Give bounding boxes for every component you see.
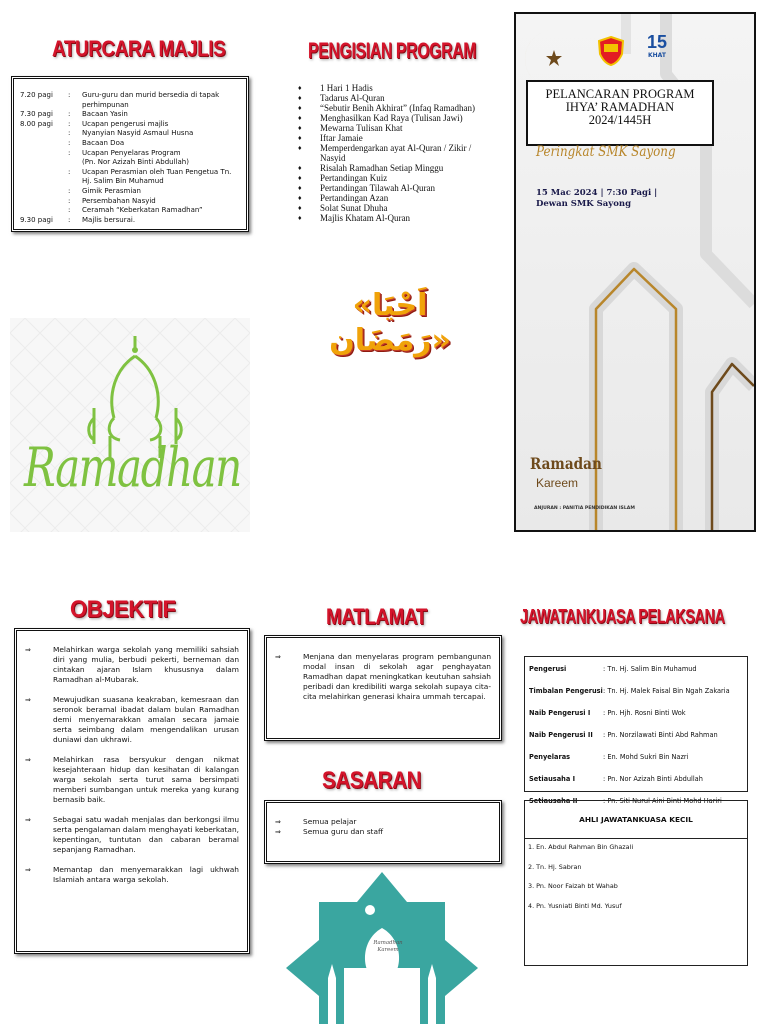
- arrow-bullet-icon: ⇒: [275, 818, 281, 826]
- schedule-text: Bacaan Yasin: [82, 110, 128, 119]
- matlamat-arrow-icon: ⇒: [275, 653, 281, 661]
- schedule-colon: :: [68, 119, 71, 128]
- jawatankuasa-title: JAWATANKUASA PELAKSANA: [520, 606, 725, 628]
- committee-name: : En. Mohd Sukri Bin Nazri: [603, 753, 689, 761]
- schedule-colon: [68, 158, 82, 168]
- objektif-item: [25, 865, 239, 885]
- schedule-row: [20, 216, 240, 226]
- committee-row: [529, 746, 743, 768]
- committee-row: [529, 702, 743, 724]
- schedule-text: Persembahan Nasyid: [82, 196, 156, 205]
- schedule-row: [20, 197, 240, 207]
- schedule-colon: :: [68, 206, 71, 215]
- ajk-kecil-item: 3. Pn. Noor Faizah bt Wahab: [528, 882, 618, 890]
- program-item-text: Risalah Ramadhan Setiap Minggu: [320, 163, 444, 173]
- schedule-colon: :: [68, 138, 71, 147]
- schedule-text: Nyanyian Nasyid Asmaul Husna: [82, 129, 194, 138]
- arrow-bullet-icon: ⇒: [25, 866, 31, 874]
- cover-title-line2: IHYA’ RAMADHAN: [565, 100, 675, 114]
- aturcara-box: [11, 76, 249, 232]
- ramadhan-kareem-star-art: [282, 868, 482, 1024]
- cover-title-line1: PELANCARAN PROGRAM: [545, 87, 695, 101]
- cover-panel: [514, 12, 756, 532]
- objektif-item: [25, 755, 239, 805]
- objektif-item-text: Sebagai satu wadah menjalas dan berkongsi ilmu serta pengalaman dalam menghayati keberkatan, kepentingan, tuntutan dan cabaran beramal sepanjang Ramadhan.: [53, 815, 239, 854]
- diamond-bullet-icon: ♦: [298, 134, 302, 142]
- schedule-time: [20, 168, 68, 187]
- schedule-colon: :: [68, 110, 71, 119]
- committee-role: Pengerusi: [529, 665, 567, 673]
- committee-role: Timbalan Pengerusi: [529, 687, 603, 695]
- diamond-bullet-icon: ♦: [298, 84, 302, 92]
- committee-role: Penyelaras: [529, 753, 571, 761]
- sasaran-box: [264, 800, 502, 864]
- cover-subtitle: Peringkat SMK Sayong: [536, 144, 676, 160]
- schedule-time: 7.20 pagi: [20, 91, 53, 99]
- ajk-kecil-box: [524, 800, 748, 966]
- aturcara-list: [20, 91, 240, 225]
- anniversary-logo: 15 KHAT: [646, 32, 668, 59]
- objektif-item: [25, 645, 239, 685]
- objektif-list: [25, 645, 239, 885]
- schedule-row: [20, 91, 240, 110]
- committee-name: : Pn. Nor Azizah Binti Abdullah: [603, 775, 703, 783]
- schedule-colon: :: [68, 129, 71, 138]
- schedule-row: [20, 168, 240, 187]
- schedule-row: [20, 129, 240, 139]
- program-item-text: Menghasilkan Kad Raya (Tulisan Jawi): [320, 113, 463, 123]
- matlamat-text: Menjana dan menyelaras program pembangunan modal insan di sekolah agar penghayatan Ramadhan dapat meningkatkan keutuhan sahsiah peribadi dan kredibiliti warga sekolah supaya cita-cita melahirkan generasi khaira ummah tercapai.: [303, 652, 491, 701]
- schedule-time: [20, 149, 68, 159]
- schedule-time: [20, 197, 68, 207]
- schedule-text: Bacaan Doa: [82, 138, 125, 147]
- program-item: [298, 173, 488, 183]
- schedule-row: [20, 187, 240, 197]
- arrow-bullet-icon: ⇒: [25, 646, 31, 654]
- schedule-row: [20, 149, 240, 159]
- program-item-text: Pertandingan Tilawah Al-Quran: [320, 183, 435, 193]
- ajk-kecil-title: AHLI JAWATANKUASA KECIL: [525, 801, 747, 839]
- cover-date: 15 Mac 2024 | 7:30 Pagi | Dewan SMK Sayong: [536, 188, 658, 209]
- objektif-item: [25, 695, 239, 745]
- ajk-kecil-item: 4. Pn. Yusniati Binti Md. Yusuf: [528, 901, 622, 910]
- schedule-time: [20, 187, 68, 197]
- diamond-bullet-icon: ♦: [298, 164, 302, 172]
- diamond-bullet-icon: ♦: [298, 114, 302, 122]
- schedule-colon: :: [68, 215, 71, 224]
- schedule-text: Guru-guru dan murid bersedia di tapak perhimpunan: [82, 91, 220, 109]
- program-item-text: Solat Sunat Dhuha: [320, 203, 388, 213]
- ramadhan-script: Ramadhan: [24, 436, 241, 499]
- program-item-text: Memperdengarkan ayat Al-Quran / Zikir / Nasyid: [320, 143, 472, 163]
- program-item: [298, 93, 488, 103]
- program-item: [298, 203, 488, 213]
- schedule-time: [20, 158, 68, 168]
- program-item-text: Majlis Khatam Al-Quran: [320, 213, 410, 223]
- matlamat-box: [264, 635, 502, 741]
- sasaran-list: [275, 817, 491, 837]
- schedule-row: [20, 206, 240, 216]
- diamond-bullet-icon: ♦: [298, 124, 302, 132]
- school-logo: [598, 36, 624, 66]
- objektif-item-text: Mewujudkan suasana keakraban, kemesraan dan seronok beramal ibadat dalam bulan Ramadhan demi menyemarakkan amalan secara jamaie serta seimbang dalam mengendalikan urusan duniawi dan ukhrawi.: [53, 695, 239, 744]
- program-item-text: Iftar Jamaie: [320, 133, 363, 143]
- ajk-kecil-item: 1. En. Abdul Rahman Bin Ghazali: [528, 843, 634, 851]
- sasaran-title: SASARAN: [322, 767, 422, 794]
- committee-name: : Tn. Hj. Salim Bin Muhamud: [603, 665, 697, 673]
- ihya-ramadhan-calligraphy: «اَحْيَا رَمَضَان»: [329, 288, 451, 358]
- sasaran-item-text: Semua pelajar: [303, 817, 357, 826]
- schedule-time: 8.00 pagi: [20, 119, 53, 128]
- jawatankuasa-list: [529, 658, 743, 812]
- program-item-text: Pertandingan Kuiz: [320, 173, 388, 183]
- cover-title-box: [526, 80, 714, 146]
- program-item: [298, 143, 488, 163]
- objektif-item-text: Memantap dan menyemarakkan lagi ukhwah Islamiah antara warga sekolah.: [53, 865, 239, 884]
- committee-row: [529, 680, 743, 702]
- program-item-text: 1 Hari 1 Hadis: [320, 83, 373, 93]
- diamond-bullet-icon: ♦: [298, 144, 302, 152]
- mosque-icon: [10, 318, 250, 532]
- objektif-item: [25, 815, 239, 855]
- committee-row: [529, 724, 743, 746]
- committee-name: : Pn. Norzilawati Binti Abd Rahman: [603, 731, 718, 739]
- schedule-text: Ucapan pengerusi majlis: [82, 119, 169, 128]
- sasaran-item: [275, 817, 491, 827]
- committee-row: [529, 768, 743, 790]
- schedule-row: [20, 110, 240, 120]
- ajk-kecil-list: [525, 839, 747, 925]
- aturcara-title: ATURCARA MAJLIS: [52, 36, 226, 61]
- schedule-colon: :: [68, 167, 71, 176]
- diamond-bullet-icon: ♦: [298, 174, 302, 182]
- program-item: [298, 103, 488, 113]
- diamond-bullet-icon: ♦: [298, 184, 302, 192]
- schedule-text: Gimik Perasmian: [82, 186, 141, 195]
- program-item: [298, 123, 488, 133]
- schedule-time: [20, 206, 68, 216]
- committee-name: : Tn. Hj. Malek Faisal Bin Ngah Zakaria: [603, 687, 730, 695]
- objektif-title: OBJEKTIF: [70, 596, 176, 623]
- program-item: [298, 193, 488, 203]
- committee-role: Naib Pengerusi I: [529, 709, 591, 717]
- schedule-text: Majlis bersurai.: [82, 215, 136, 224]
- jawatankuasa-box: [524, 656, 748, 805]
- schedule-colon: :: [68, 186, 71, 195]
- committee-name: : Pn. Siti Nurul Aini Binti Mohd Hariri: [603, 797, 722, 805]
- program-item-text: Tadarus Al-Quran: [320, 93, 385, 103]
- cover-kareem: Kareem: [536, 476, 579, 490]
- schedule-row: [20, 139, 240, 149]
- schedule-text: Ucapan Penyelaras Program: [82, 148, 181, 157]
- program-item-text: “Sebutir Benih Akhirat” (Infaq Ramadhan): [320, 103, 475, 113]
- committee-role: Setiausaha II: [529, 797, 578, 805]
- diamond-bullet-icon: ♦: [298, 94, 302, 102]
- arrow-bullet-icon: ⇒: [25, 756, 31, 764]
- cover-ramadan: Ramadan: [530, 454, 602, 473]
- program-item: [298, 113, 488, 123]
- sasaran-item: [275, 827, 491, 837]
- program-item-text: Pertandingan Azan: [320, 193, 389, 203]
- diamond-bullet-icon: ♦: [298, 194, 302, 202]
- schedule-colon: :: [68, 148, 71, 157]
- cover-title-line3: 2024/1445H: [588, 113, 652, 127]
- ramadhan-mosque-art: [10, 318, 250, 532]
- schedule-text: Ucapan Perasmian oleh Tuan Pengetua Tn. Hj. Salim Bin Muhamud: [82, 167, 232, 186]
- program-item: [298, 213, 488, 223]
- committee-role: Setiausaha I: [529, 775, 576, 783]
- bottom-art-text: Ramadhan Kareem: [373, 940, 403, 953]
- pengisian-list: [298, 83, 488, 223]
- pengisian-title: PENGISIAN PROGRAM: [308, 38, 477, 63]
- program-item: [298, 83, 488, 93]
- arrow-bullet-icon: ⇒: [25, 816, 31, 824]
- schedule-text: Ceramah “Keberkatan Ramadhan”: [82, 206, 203, 215]
- ajk-kecil-item: 2. Tn. Hj. Sabran: [528, 862, 582, 871]
- cover-anjuran: ANJURAN : PANITIA PENDIDIKAN ISLAM: [534, 506, 635, 511]
- schedule-time: 7.30 pagi: [20, 110, 53, 119]
- program-item: [298, 183, 488, 193]
- committee-role: Naib Pengerusi II: [529, 731, 593, 739]
- objektif-item-text: Melahirkan warga sekolah yang memiliki sahsiah diri yang mulia, berbudi pekerti, berneman dan cintakan ajaran Islam khususnya dalam Ramadhan al-Mubarak.: [53, 645, 239, 684]
- committee-name: : Pn. Hjh. Rosni Binti Wok: [603, 709, 686, 717]
- diamond-bullet-icon: ♦: [298, 214, 302, 222]
- schedule-time: 9.30 pagi: [20, 215, 53, 224]
- program-item-text: Mewarna Tulisan Khat: [320, 123, 403, 133]
- diamond-bullet-icon: ♦: [298, 204, 302, 212]
- program-item: [298, 163, 488, 173]
- matlamat-title: MATLAMAT: [326, 604, 427, 629]
- schedule-row: [20, 120, 240, 130]
- committee-row: [529, 658, 743, 680]
- schedule-time: [20, 139, 68, 149]
- schedule-colon: :: [68, 196, 71, 205]
- objektif-item-text: Melahirkan rasa bersyukur dengan nikmat kesejahteraan hidup dan kesihatan di kalangan warga sekolah serta turut sama bersimpati memberi sumbangan untuk mereka yang kurang bernasib baik.: [53, 755, 239, 804]
- schedule-text: (Pn. Nor Azizah Binti Abdullah): [82, 158, 189, 167]
- shield-icon: [598, 36, 624, 66]
- objektif-box: [14, 628, 250, 954]
- schedule-colon: :: [68, 91, 71, 99]
- schedule-row: [20, 158, 240, 168]
- sasaran-item-text: Semua guru dan staff: [303, 827, 384, 836]
- schedule-time: [20, 129, 68, 139]
- arrow-bullet-icon: ⇒: [275, 828, 281, 836]
- program-item: [298, 133, 488, 143]
- diamond-bullet-icon: ♦: [298, 104, 302, 112]
- arrow-bullet-icon: ⇒: [25, 696, 31, 704]
